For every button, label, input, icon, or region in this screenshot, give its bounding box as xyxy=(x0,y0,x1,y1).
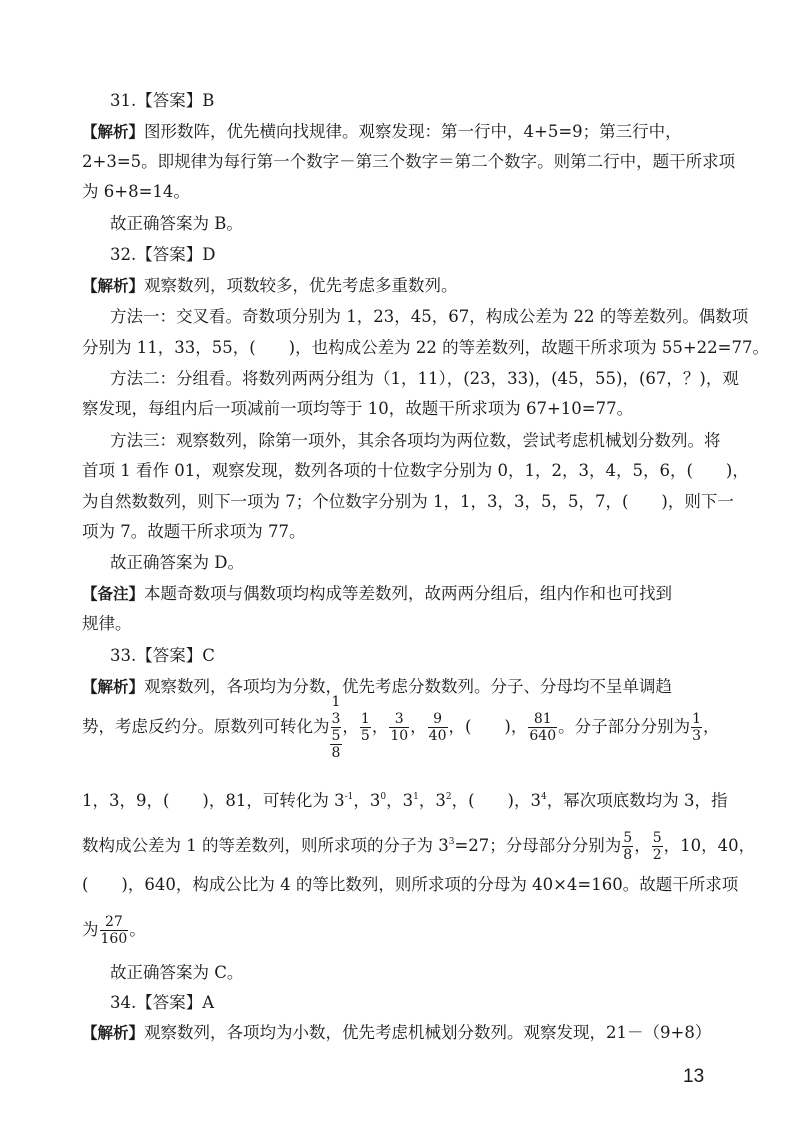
q32-method-1-line-2: 分别为 11，33，55，( )，也构成公差为 22 的等差数列，故题干所求项为 55+22=77。 xyxy=(82,338,769,357)
q32-heading: 32.【答案】D xyxy=(110,245,216,264)
q31-heading: 31.【答案】B xyxy=(110,91,215,110)
fraction: $\frac{1}{5}$ xyxy=(360,711,370,744)
note-tag: 【备注】 xyxy=(82,585,145,603)
analysis-tag: 【解析】 xyxy=(82,1024,145,1042)
q31-conclusion: 故正确答案为 B。 xyxy=(110,214,243,233)
q32-method-1-line-1: 方法一：交叉看。奇数项分别为 1，23，45，67，构成公差为 22 的等差数列。偶数项 xyxy=(110,307,749,326)
fraction: $\frac{5}{2}$ xyxy=(652,830,662,863)
q33-analysis-line-4: 数构成公差为 1 的等差数列，则所求项的分子为 $3^3=27$；分母部分分别为 $\frac{5}{8}$ ， $\frac{5}{2}$ ，10，40， xyxy=(82,830,756,863)
q31-analysis-line-1: 【解析】图形数阵，优先横向找规律。观察发现：第一行中，4+5=9；第三行中， xyxy=(82,122,682,141)
q34-analysis-line-1: 【解析】观察数列，各项均为小数，优先考虑机械划分数列。观察发现，21－（9+8） xyxy=(82,1023,712,1042)
analysis-tag: 【解析】 xyxy=(82,123,145,141)
q32-method-3-line-4: 项为 7。故题干所求项为 77。 xyxy=(82,522,306,541)
q32-method-2-line-1: 方法二：分组看。将数列两两分组为（1，11），(23，33)，(45，55)，(67，？)，观 xyxy=(110,369,739,388)
nested-fraction: 1 $\frac{3}{5}$ 8 xyxy=(331,693,341,761)
page-number: 13 xyxy=(683,1066,705,1087)
q33-analysis-line-2: 势，考虑反约分。原数列可转化为 1 $\frac{3}{5}$ 8 ， $\frac{1}{5}$ ， $\frac{3}{10}$ ， $\frac{9}{40}$ ，( )， $\frac{81}{640}$ 。分子部分分别为 $\frac{1}{3}$ ， xyxy=(82,693,720,761)
fraction: $\frac{9}{40}$ xyxy=(428,711,447,744)
q32-analysis-intro: 【解析】观察数列，项数较多，优先考虑多重数列。 xyxy=(82,276,458,295)
q31-analysis-line-3: 为 6+8=14。 xyxy=(82,182,190,201)
q33-analysis-line-1: 【解析】观察数列，各项均为分数，优先考虑分数数列。分子、分母均不呈单调趋 xyxy=(82,677,673,696)
fraction: $\frac{5}{8}$ xyxy=(623,830,633,863)
analysis-tag: 【解析】 xyxy=(82,678,145,696)
q32-method-3-line-1: 方法三：观察数列，除第一项外，其余各项均为两位数，尝试考虑机械划分数列。将 xyxy=(110,431,721,450)
q33-analysis-line-5: ( )，640，构成公比为 4 的等比数列，则所求项的分母为 40×4=160。故题干所求项 xyxy=(82,875,739,894)
fraction: $\frac{81}{640}$ xyxy=(529,711,557,744)
q32-conclusion: 故正确答案为 D。 xyxy=(110,553,244,572)
q32-note-line-2: 规律。 xyxy=(82,614,132,633)
q33-heading: 33.【答案】C xyxy=(110,646,215,665)
analysis-tag: 【解析】 xyxy=(82,277,145,295)
q31-analysis-line-2: 2+3=5。即规律为每行第一个数字－第三个数字＝第二个数字。则第二行中，题干所求项 xyxy=(82,152,736,171)
q32-note-line-1: 【备注】本题奇数项与偶数项均构成等差数列，故两两分组后，组内作和也可找到 xyxy=(82,584,673,603)
q32-method-2-line-2: 察发现，每组内后一项减前一项均等于 10，故题干所求项为 67+10=77。 xyxy=(82,399,634,418)
fraction: $\frac{3}{10}$ xyxy=(390,711,409,744)
fraction: $\frac{27}{160}$ xyxy=(100,914,128,947)
q34-heading: 34.【答案】A xyxy=(110,993,215,1012)
q32-method-3-line-3: 为自然数数列，则下一项为 7；个位数字分别为 1，1，3，3，5，5，7，( )，则下一 xyxy=(82,492,734,511)
q33-analysis-line-3: 1，3，9，( )，81，可转化为 $3^{-1}$，$3^0$，$3^1$，$3^2$，( )，$3^4$，幂次项底数均为 3，指 xyxy=(82,791,728,810)
q32-method-3-line-2: 首项 1 看作 01，观察发现，数列各项的十位数字分别为 0，1，2，3，4，5，6，( )， xyxy=(82,461,749,480)
q33-analysis-line-6: 为 $\frac{27}{160}$ 。 xyxy=(82,914,146,947)
fraction: $\frac{1}{3}$ xyxy=(692,711,702,744)
q33-conclusion: 故正确答案为 C。 xyxy=(110,963,244,982)
